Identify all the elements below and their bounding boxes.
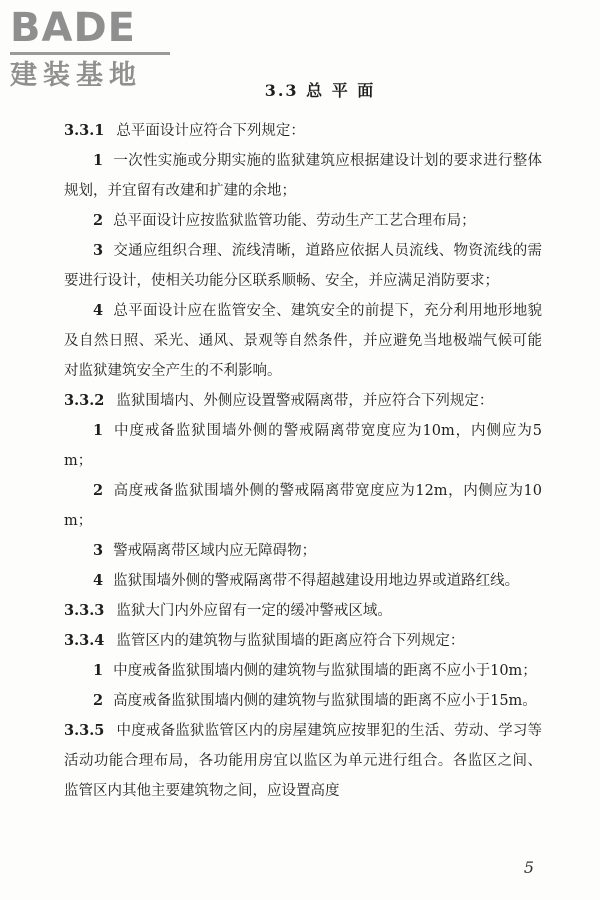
item-text: 监狱围墙外侧的警戒隔离带不得超越建设用地边界或道路红线。 <box>113 573 520 589</box>
item-number: 1 <box>93 152 104 169</box>
clause-text: 监管区内的建筑物与监狱围墙的距离应符合下列规定： <box>116 633 465 649</box>
list-item <box>64 476 542 536</box>
clause-number: 3.3.5 <box>64 722 105 739</box>
logo-word: BADE <box>10 5 136 51</box>
logo-subtitle: 建装基地 <box>10 60 142 91</box>
item-text: 中度戒备监狱围墙内侧的建筑物与监狱围墙的距离不应小于10m； <box>113 663 537 679</box>
item-number: 3 <box>93 242 104 259</box>
section-title: 3.3 总 平 面 <box>264 81 376 100</box>
item-number: 1 <box>93 422 104 439</box>
item-number: 2 <box>93 482 104 499</box>
clause-number: 3.3.3 <box>64 602 105 619</box>
clause-number: 3.3.4 <box>64 632 105 649</box>
logo-divider <box>10 52 170 55</box>
item-number: 4 <box>93 302 104 319</box>
document-body <box>64 116 542 806</box>
item-text: 中度戒备监狱围墙外侧的警戒隔离带宽度应为10m，内侧应为5m； <box>64 423 542 469</box>
item-text: 高度戒备监狱围墙内侧的建筑物与监狱围墙的距离不应小于15m。 <box>113 693 537 709</box>
item-text: 高度戒备监狱围墙外侧的警戒隔离带宽度应为12m，内侧应为10m； <box>64 483 542 529</box>
clause-3-3-5 <box>64 716 542 806</box>
item-number: 3 <box>93 542 104 559</box>
clause-3-3-4 <box>64 626 542 656</box>
list-item <box>64 566 542 596</box>
clause-number: 3.3.2 <box>64 392 105 409</box>
clause-text: 监狱围墙内、外侧应设置警戒隔离带，并应符合下列规定： <box>116 393 494 409</box>
list-item <box>64 686 542 716</box>
list-item <box>64 656 542 686</box>
item-number: 4 <box>93 572 104 589</box>
clause-text: 监狱大门内外应留有一定的缓冲警戒区域。 <box>116 603 392 619</box>
item-text: 一次性实施或分期实施的监狱建筑应根据建设计划的要求进行整体规划，并宜留有改建和扩建的余地； <box>64 153 542 199</box>
list-item <box>64 416 542 476</box>
page-number: 5 <box>523 858 534 877</box>
clause-3-3-2 <box>64 386 542 416</box>
list-item <box>64 146 542 206</box>
item-text: 交通应组织合理、流线清晰，道路应依据人员流线、物资流线的需要进行设计，使相关功能分区联系顺畅、安全，并应满足消防要求； <box>64 243 542 289</box>
item-number: 2 <box>93 692 104 709</box>
list-item <box>64 536 542 566</box>
item-number: 2 <box>93 212 104 229</box>
item-text: 总平面设计应在监管安全、建筑安全的前提下，充分利用地形地貌及自然日照、采光、通风、景观等自然条件，并应避免当地极端气候可能对监狱建筑安全产生的不利影响。 <box>64 303 542 379</box>
clause-3-3-1 <box>64 116 542 146</box>
item-text: 总平面设计应按监狱监管功能、劳动生产工艺合理布局； <box>113 213 476 229</box>
list-item <box>64 296 542 386</box>
clause-text: 中度戒备监狱监管区内的房屋建筑应按罪犯的生活、劳动、学习等活动功能合理布局，各功能用房宜以监区为单元进行组合。各监区之间、监管区内其他主要建筑物之间，应设置高度 <box>64 723 542 799</box>
item-text: 警戒隔离带区域内应无障碍物； <box>113 543 317 559</box>
list-item <box>64 206 542 236</box>
clause-3-3-3 <box>64 596 542 626</box>
list-item <box>64 236 542 296</box>
clause-text: 总平面设计应符合下列规定： <box>116 123 305 139</box>
clause-number: 3.3.1 <box>64 122 105 139</box>
item-number: 1 <box>93 662 104 679</box>
